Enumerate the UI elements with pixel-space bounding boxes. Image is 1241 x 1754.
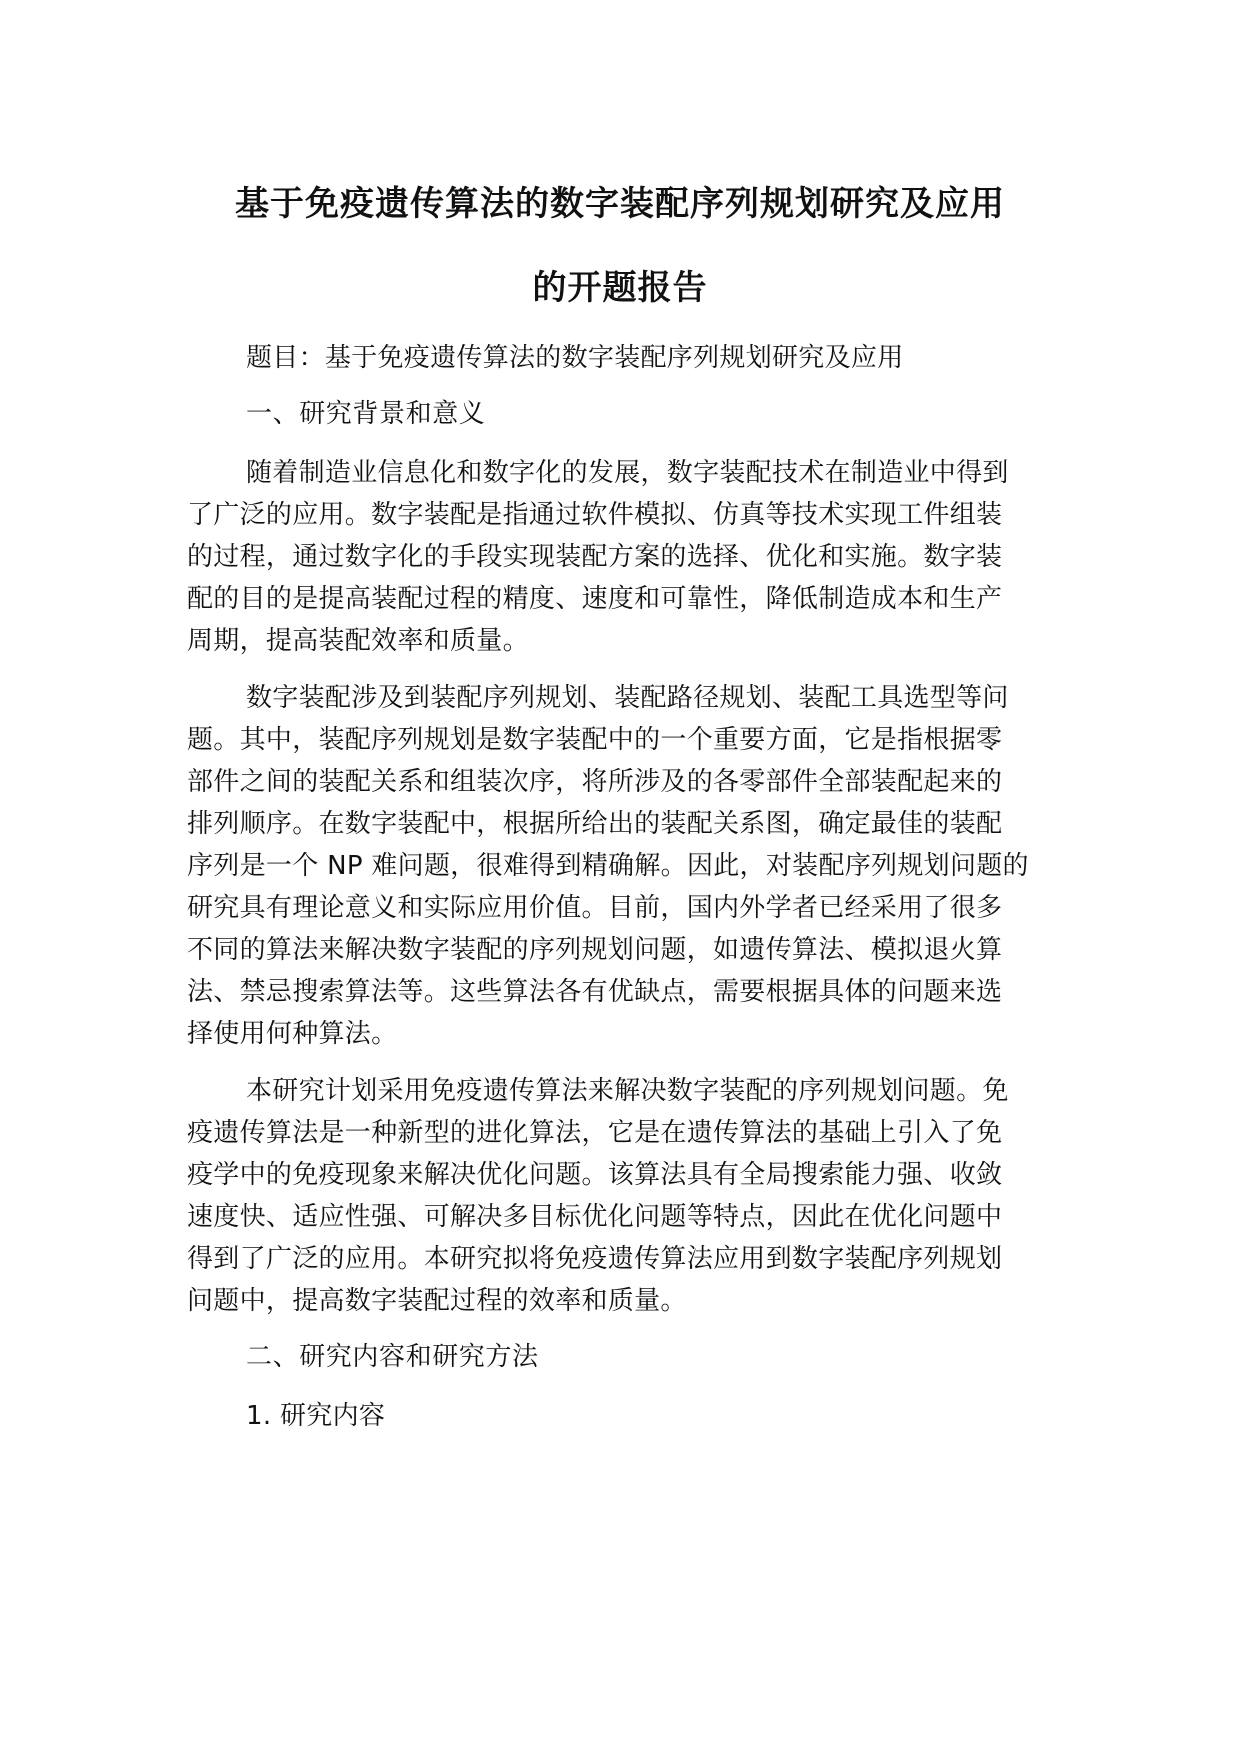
paragraph-line: 配的目的是提高装配过程的精度、速度和可靠性，降低制造成本和生产 xyxy=(187,584,1003,614)
document-title-line-2: 的开题报告 xyxy=(532,268,708,308)
topic-line: 题目：基于免疫遗传算法的数字装配序列规划研究及应用 xyxy=(246,343,904,373)
paragraph-line: 本研究计划采用免疫遗传算法来解决数字装配的序列规划问题。免 xyxy=(246,1076,1009,1106)
paragraph-line: 研究具有理论意义和实际应用价值。目前，国内外学者已经采用了很多 xyxy=(187,893,1003,923)
paragraph-line: 随着制造业信息化和数字化的发展，数字装配技术在制造业中得到 xyxy=(246,458,1009,488)
paragraph-line: 速度快、适应性强、可解决多目标优化问题等特点，因此在优化问题中 xyxy=(187,1202,1003,1232)
paragraph-line: 了广泛的应用。数字装配是指通过软件模拟、仿真等技术实现工件组装 xyxy=(187,500,1003,530)
paragraph-line: 得到了广泛的应用。本研究拟将免疫遗传算法应用到数字装配序列规划 xyxy=(187,1244,1003,1274)
paragraph-line: 排列顺序。在数字装配中，根据所给出的装配关系图，确定最佳的装配 xyxy=(187,809,1003,839)
section-heading-background: 一、研究背景和意义 xyxy=(246,399,486,429)
subsection-heading-content: 1. 研究内容 xyxy=(246,1401,386,1431)
paragraph-line: 周期，提高装配效率和质量。 xyxy=(187,626,529,656)
paragraph-line: 的过程，通过数字化的手段实现装配方案的选择、优化和实施。数字装 xyxy=(187,542,1003,572)
paragraph-line: 法、禁忌搜索算法等。这些算法各有优缺点，需要根据具体的问题来选 xyxy=(187,977,1003,1007)
paragraph-line: 问题中，提高数字装配过程的效率和质量。 xyxy=(187,1286,687,1316)
section-heading-content-methods: 二、研究内容和研究方法 xyxy=(246,1342,539,1372)
paragraph-line: 数字装配涉及到装配序列规划、装配路径规划、装配工具选型等问 xyxy=(246,683,1009,713)
paragraph-line: 序列是一个 NP 难问题，很难得到精确解。因此，对装配序列规划问题的 xyxy=(187,851,1029,881)
paragraph-line: 不同的算法来解决数字装配的序列规划问题，如遗传算法、模拟退火算 xyxy=(187,935,1003,965)
paragraph-line: 择使用何种算法。 xyxy=(187,1019,398,1049)
paragraph-line: 部件之间的装配关系和组装次序，将所涉及的各零部件全部装配起来的 xyxy=(187,767,1003,797)
paragraph-line: 疫遗传算法是一种新型的进化算法，它是在遗传算法的基础上引入了免 xyxy=(187,1118,1003,1148)
paragraph-line: 题。其中，装配序列规划是数字装配中的一个重要方面，它是指根据零 xyxy=(187,725,1003,755)
document-title-line-1: 基于免疫遗传算法的数字装配序列规划研究及应用 xyxy=(235,184,1005,224)
paragraph-line: 疫学中的免疫现象来解决优化问题。该算法具有全局搜索能力强、收敛 xyxy=(187,1160,1003,1190)
